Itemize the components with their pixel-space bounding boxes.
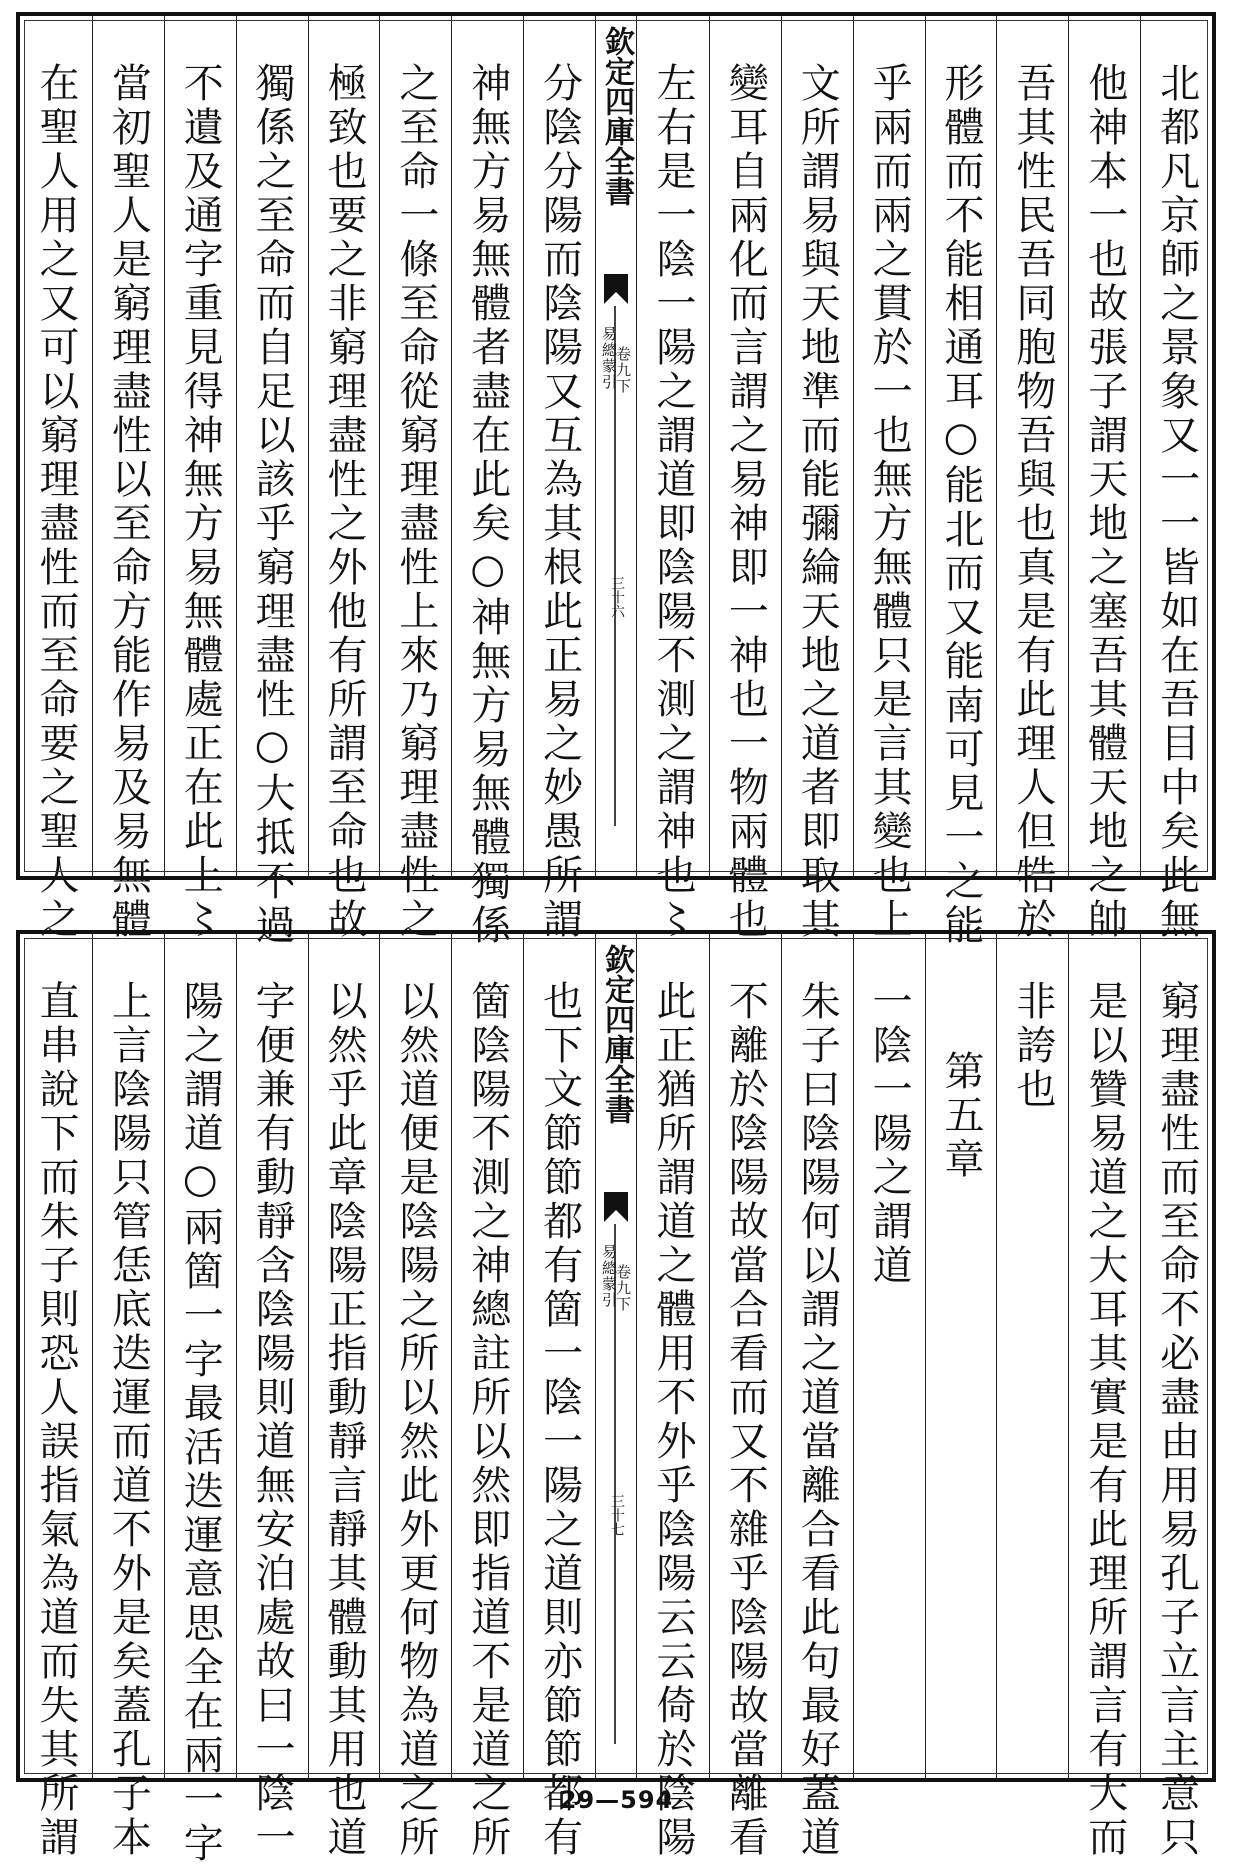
chapter-heading-column: 第五章 [925,934,997,1778]
page-number: 29—594 [559,1786,674,1814]
text-column: 以然道便是陰陽之所以然此外更何物為道之所 [379,934,451,1778]
text-column: 變耳自兩化而言謂之易神即一神也一物兩體也 [709,16,781,876]
fold-book-title: 易總蒙引 [600,1244,618,1308]
top-page [16,12,1216,948]
text-column: 上言陰陽只管恁底迭運而道不外是矣蓋孔子本 [92,934,164,1778]
text-column: 北都凡京師之景象又一一皆如在吾目中矣此無 [1140,16,1212,876]
fold-book-title: 易總蒙引 [600,326,618,390]
center-fold [595,16,637,876]
text-column: 陽之謂道○兩箇一字最活迭運意思全在兩一字 [164,934,236,1778]
text-column: 直串說下而朱子則恐人誤指氣為道而失其所謂 [32,980,79,1860]
text-column: 當初聖人是窮理盡性以至命方能作易及易無體 [92,16,164,876]
text-column: 極致也要之非窮理盡性之外他有所謂至命也故 [308,16,380,876]
fold-volume: 卷九下 [614,1264,632,1312]
text-column: 是以贊易道之大耳其實是有此理所謂言有大而 [1068,934,1140,1778]
text-column: 窮理盡性而至命不必盡由用易孔子立言主意只 [1140,934,1212,1778]
text-column: 吾其性民吾同胞物吾與也真是有此理人但牿於 [996,16,1068,876]
fold-folio-number: 三十七 [609,1494,625,1536]
text-column: 一陰一陽之謂道 [853,934,925,1778]
text-column: 字便兼有動靜含陰陽則道無安泊處故曰一陰一 [236,934,308,1778]
text-column: 不離於陰陽故當合看而又不雜乎陰陽故當離看 [709,934,781,1778]
text-column: 之至命一條至命從窮理盡性上來乃窮理盡性之 [379,16,451,876]
text-column: 在聖人用之又可以窮理盡性而至命要之聖人之 [32,62,79,942]
text-column: 也下文節節都有箇一陰一陽之道則亦節節都有 [523,934,595,1778]
left-half [20,16,595,948]
left-half [20,934,595,1866]
text-column: 文所謂易與天地準而能彌綸天地之道者即取其 [781,16,853,876]
text-column: 乎兩而兩之貫於一也無方無體只是言其變也上 [853,16,925,876]
text-column: 箇陰陽不測之神總註所以然即指道不是道之所 [451,934,523,1778]
text-column: 不遺及通字重見得神無方易無體處正在此上〻 [164,16,236,876]
text-column: 獨係之至命而自足以該乎窮理盡性○大抵不過 [236,16,308,876]
text-column: 形體而不能相通耳○能北而又能南可見一之能 [925,16,997,876]
text-column: 他神本一也故張子謂天地之塞吾其體天地之帥 [1068,16,1140,876]
fold-title: 欽定四庫全書 [599,944,634,1124]
fold-title: 欽定四庫全書 [599,26,634,206]
text-column: 神無方易無體者盡在此矣○神無方易無體獨係 [451,16,523,876]
text-column: 朱子曰陰陽何以謂之道當離合看此句最好蓋道 [781,934,853,1778]
text-column: 非誇也 [996,934,1068,1778]
fold-volume: 卷九下 [614,346,632,394]
right-half [637,934,1212,1860]
fold-folio-number: 三十六 [609,576,625,618]
center-fold [595,934,637,1778]
fishtail-mark [604,274,628,304]
fishtail-mark [604,1192,628,1222]
text-column: 此正猶所謂道之體用不外乎陰陽云云倚於陰陽 [649,980,696,1860]
text-column: 分陰分陽而陰陽又互為其根此正易之妙愚所謂 [523,16,595,876]
text-column: 以然乎此章陰陽正指動靜言靜其體動其用也道 [308,934,380,1778]
right-half [637,16,1212,948]
text-column: 左右是一陰一陽之謂道即陰陽不測之謂神也〻 [649,62,696,942]
